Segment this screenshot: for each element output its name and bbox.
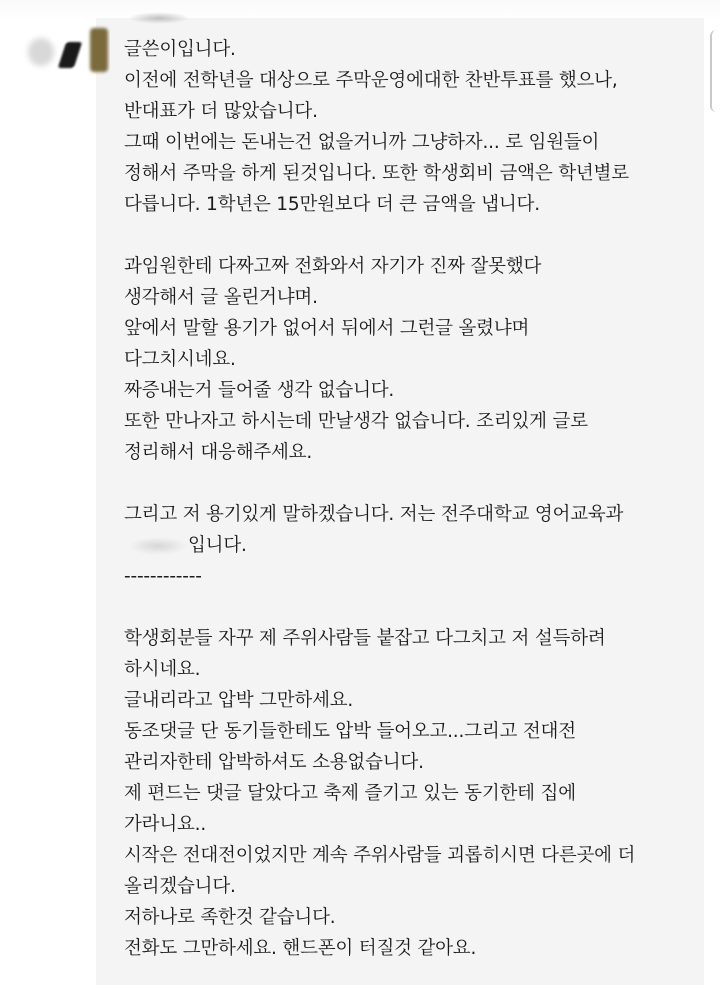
message-line: 정리해서 대응해주세요. — [124, 442, 313, 463]
message-line: 앞에서 말할 용기가 없어서 뒤에서 그런글 올렸냐며 — [124, 318, 530, 339]
message-line: 관리자한테 압박하셔도 소용없습니다. — [124, 752, 424, 773]
message-line-text: 입니다. — [188, 535, 247, 556]
message-line: 시작은 전대전이었지만 계속 주위사람들 괴롭히시면 다른곳에 더 — [124, 845, 636, 866]
redaction-blur — [128, 537, 188, 555]
message-line: 정해서 주막을 하게 된것입니다. 또한 학생회비 금액은 학년별로 — [124, 163, 629, 184]
scrollbar-edge[interactable] — [710, 30, 720, 112]
message-line: 가라니요.. — [124, 814, 207, 835]
message-line: 반대표가 더 많았습니다. — [124, 101, 318, 122]
message-line: 하시네요. — [124, 659, 201, 680]
message-line-redacted — [124, 530, 700, 561]
message-line: 제 편드는 댓글 달았다고 축제 즐기고 있는 동기한테 집에 — [124, 783, 576, 804]
blank-line — [124, 220, 700, 251]
message-text — [124, 34, 700, 964]
message-line: 전화도 그만하세요. 핸드폰이 터질것 같아요. — [124, 938, 477, 959]
message-line: 짜증내는거 들어줄 생각 없습니다. — [124, 380, 395, 401]
message-line: 올리겠습니다. — [124, 876, 236, 897]
message-line: 그리고 저 용기있게 말하겠습니다. 저는 전주대학교 영어교육과 — [124, 504, 624, 525]
redacted-author-name — [128, 12, 190, 24]
blank-line — [124, 468, 700, 499]
message-line: 동조댓글 단 동기들한테도 압박 들어오고...그리고 전대전 — [124, 721, 576, 742]
avatar-image-part — [58, 42, 82, 68]
message-line: 저하나로 족한것 같습니다. — [124, 907, 336, 928]
blank-line — [124, 592, 700, 623]
message-line: 과임원한테 다짜고짜 전화와서 자기가 진짜 잘못했다 — [124, 256, 542, 277]
message-line: 글내리라고 압박 그만하세요. — [124, 690, 354, 711]
message-line: 이전에 전학년을 대상으로 주막운영에대한 찬반투표를 했으나, — [124, 70, 618, 91]
message-line: 다릅니다. 1학년은 15만원보다 더 큰 금액을 냅니다. — [124, 194, 540, 215]
divider-line: ------------ — [124, 566, 202, 587]
message-line: 그때 이번에는 돈내는건 없을거니까 그냥하자... 로 임원들이 — [124, 132, 600, 153]
avatar[interactable] — [18, 24, 110, 76]
avatar-image-part — [90, 28, 108, 72]
message-line: 글쓴이입니다. — [124, 39, 236, 60]
message-line: 다그치시네요. — [124, 349, 236, 370]
message-line: 학생회분들 자꾸 제 주위사람들 붙잡고 다그치고 저 설득하려 — [124, 628, 606, 649]
message-line: 생각해서 글 올린거냐며. — [124, 287, 318, 308]
avatar-image-part — [28, 38, 54, 66]
message-line: 또한 만나자고 하시는데 만날생각 없습니다. 조리있게 글로 — [124, 411, 588, 432]
